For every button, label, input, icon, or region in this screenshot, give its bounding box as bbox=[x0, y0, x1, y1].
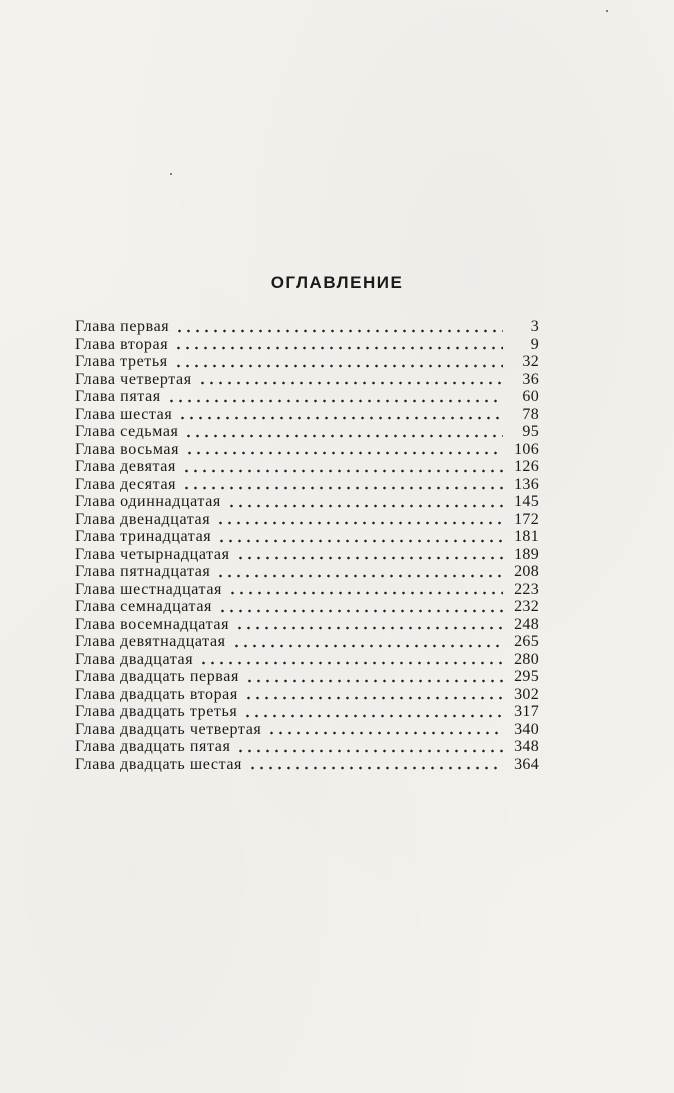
dot-leader bbox=[236, 556, 503, 560]
dot-leader bbox=[243, 714, 503, 718]
dot-leader bbox=[174, 346, 503, 350]
page-number: 145 bbox=[514, 493, 539, 510]
chapter-title: Глава десятая bbox=[75, 475, 177, 493]
chapter-title: Глава третья bbox=[75, 353, 168, 370]
toc-entry bbox=[75, 581, 539, 599]
page-number: 302 bbox=[514, 685, 539, 703]
dot-leader bbox=[217, 539, 503, 543]
dot-leader bbox=[216, 521, 503, 525]
dot-leader bbox=[182, 469, 503, 473]
toc-entry bbox=[75, 721, 539, 739]
chapter-title: Глава шестнадцатая bbox=[75, 580, 222, 598]
toc-entry bbox=[75, 651, 539, 669]
toc-entry bbox=[75, 493, 539, 511]
page-number: 340 bbox=[514, 720, 539, 738]
dot-leader bbox=[167, 399, 503, 403]
chapter-title: Глава двадцать четвертая bbox=[75, 720, 262, 738]
dot-leader bbox=[198, 381, 503, 385]
toc-entry bbox=[75, 318, 539, 336]
page-number: 172 bbox=[514, 510, 539, 528]
dot-leader bbox=[236, 749, 503, 753]
chapter-title: Глава пятая bbox=[75, 388, 161, 405]
chapter-title: Глава двадцать первая bbox=[75, 668, 239, 685]
toc-entry bbox=[75, 703, 539, 721]
dot-leader bbox=[178, 416, 503, 420]
chapter-title: Глава седьмая bbox=[75, 423, 179, 440]
dot-leader bbox=[185, 451, 503, 455]
dot-leader bbox=[232, 644, 503, 648]
page-number: 60 bbox=[522, 388, 539, 405]
dot-leader bbox=[216, 574, 503, 578]
chapter-title: Глава двадцать третья bbox=[75, 703, 238, 720]
page-number: 32 bbox=[522, 353, 539, 370]
toc-title: ОГЛАВЛЕНИЕ bbox=[270, 273, 404, 292]
toc-entry bbox=[75, 511, 539, 529]
chapter-title: Глава четырнадцатая bbox=[75, 545, 230, 563]
dot-leader bbox=[248, 766, 503, 770]
chapter-title: Глава девятнадцатая bbox=[75, 633, 226, 650]
toc-entry bbox=[75, 423, 539, 441]
dot-leader bbox=[184, 434, 503, 438]
toc-entry bbox=[75, 546, 539, 564]
page-number: 136 bbox=[514, 475, 539, 493]
chapter-title: Глава вторая bbox=[75, 335, 169, 353]
dot-leader bbox=[182, 486, 503, 490]
page-number: 364 bbox=[514, 755, 539, 773]
toc-entry bbox=[75, 353, 539, 371]
chapter-title: Глава двенадцатая bbox=[75, 510, 211, 528]
toc-entry bbox=[75, 668, 539, 686]
toc-entry bbox=[75, 738, 539, 756]
toc-entry bbox=[75, 563, 539, 581]
dot-leader bbox=[228, 591, 503, 595]
toc-entry bbox=[75, 686, 539, 704]
dot-leader bbox=[175, 329, 503, 333]
chapter-title: Глава шестая bbox=[75, 405, 173, 423]
toc-entry bbox=[75, 528, 539, 546]
chapter-title: Глава тринадцатая bbox=[75, 528, 212, 545]
chapter-title: Глава двадцать пятая bbox=[75, 738, 231, 755]
page-number: 78 bbox=[522, 405, 539, 423]
dot-leader bbox=[227, 504, 503, 508]
page-number: 348 bbox=[514, 738, 539, 755]
dot-leader bbox=[245, 679, 503, 683]
page-number: 36 bbox=[522, 370, 539, 388]
page-number: 317 bbox=[514, 703, 539, 720]
chapter-title: Глава двадцатая bbox=[75, 650, 194, 668]
toc-entry bbox=[75, 633, 539, 651]
dot-leader bbox=[244, 696, 503, 700]
paper-speck bbox=[170, 173, 172, 175]
page-number: 181 bbox=[514, 528, 539, 545]
page-number: 9 bbox=[530, 335, 539, 353]
toc-entry bbox=[75, 616, 539, 634]
dot-leader bbox=[174, 364, 503, 368]
toc-entry bbox=[75, 441, 539, 459]
page-number: 223 bbox=[514, 580, 539, 598]
chapter-title: Глава одиннадцатая bbox=[75, 493, 221, 510]
table-of-contents bbox=[75, 318, 539, 773]
chapter-title: Глава семнадцатая bbox=[75, 598, 213, 615]
toc-entry bbox=[75, 598, 539, 616]
toc-entry bbox=[75, 406, 539, 424]
page-number: 248 bbox=[514, 615, 539, 633]
chapter-title: Глава первая bbox=[75, 318, 170, 335]
page-number: 126 bbox=[514, 458, 539, 475]
paper-speck bbox=[606, 10, 608, 12]
chapter-title: Глава четвертая bbox=[75, 370, 192, 388]
chapter-title: Глава пятнадцатая bbox=[75, 563, 211, 580]
chapter-title: Глава девятая bbox=[75, 458, 176, 475]
chapter-title: Глава двадцать шестая bbox=[75, 755, 243, 773]
page-number: 232 bbox=[514, 598, 539, 615]
toc-entry bbox=[75, 756, 539, 774]
dot-leader bbox=[235, 626, 503, 630]
dot-leader bbox=[267, 731, 503, 735]
toc-entry bbox=[75, 371, 539, 389]
toc-entry bbox=[75, 476, 539, 494]
toc-entry bbox=[75, 388, 539, 406]
dot-leader bbox=[199, 661, 503, 665]
page-number: 189 bbox=[514, 545, 539, 563]
page-number: 265 bbox=[514, 633, 539, 650]
dot-leader bbox=[218, 609, 503, 613]
page-number: 3 bbox=[530, 318, 539, 335]
toc-entry bbox=[75, 336, 539, 354]
chapter-title: Глава восьмая bbox=[75, 440, 180, 458]
page-number: 295 bbox=[514, 668, 539, 685]
page-number: 280 bbox=[514, 650, 539, 668]
page-number: 106 bbox=[514, 440, 539, 458]
page-number: 95 bbox=[522, 423, 539, 440]
page-number: 208 bbox=[514, 563, 539, 580]
chapter-title: Глава восемнадцатая bbox=[75, 615, 230, 633]
toc-entry bbox=[75, 458, 539, 476]
chapter-title: Глава двадцать вторая bbox=[75, 685, 238, 703]
